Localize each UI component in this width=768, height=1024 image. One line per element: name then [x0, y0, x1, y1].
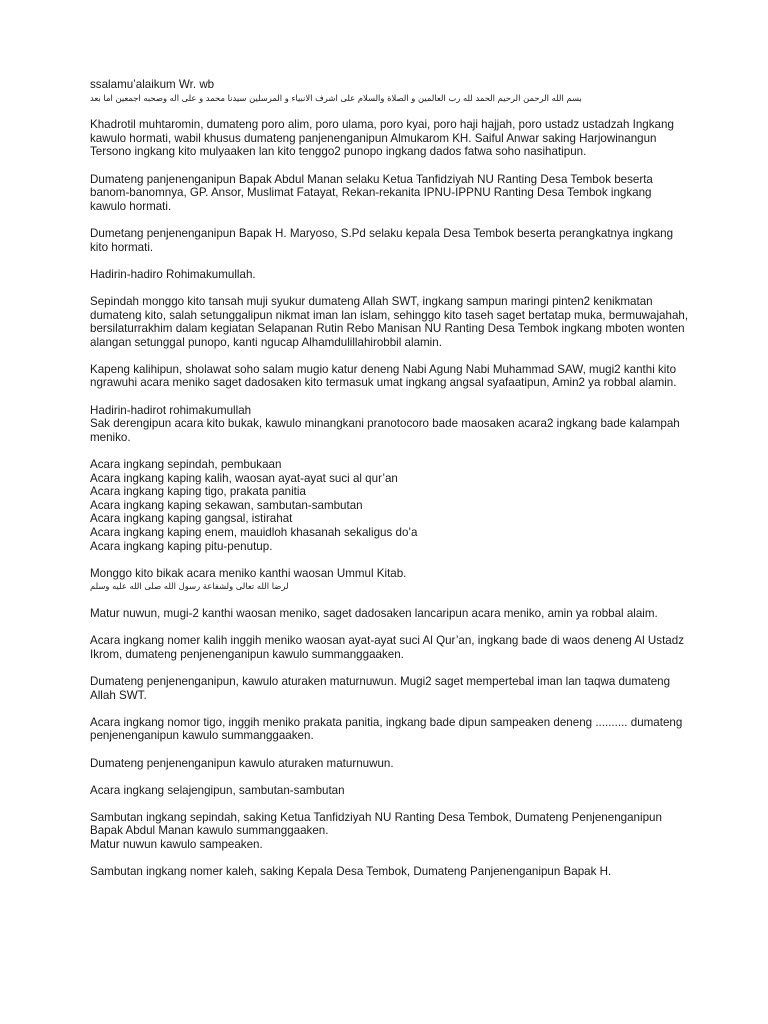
greeting: ssalamu’alaikum Wr. wb — [90, 78, 215, 91]
speech-1-text: Sambutan ingkang sepindah, saking Ketua Tanfidziyah NU Ranting Desa Tembok, Dumateng Penjenenganipun Bapak Abdul Manan kawulo summanggaaken. — [90, 810, 662, 838]
agenda-item: Acara ingkang sepindah, pembukaan — [90, 458, 282, 472]
speech-1-thanks: Matur nuwun kawulo sampeaken. — [90, 838, 263, 852]
paragraph-honorifics: Khadrotil muhtaromin, dumateng poro alim, poro ulama, poro kyai, poro haji hajjah, poro ustadz ustadzah Ingkang kawulo hormati, wabil khusus dumateng panjenenganipun Almukarom KH. Saiful Anwar saking Harjowinangun Tersono ingkang kito mulyaaken lan kito tenggo2 punopo ingkang dados fatwa soho nasihatipun. — [90, 118, 674, 159]
ummul-kitab-text: Monggo kito bikak acara meniko kanthi waosan Ummul Kitab. — [90, 566, 407, 580]
paragraph-village-head: Dumetang penjenenganipun Bapak H. Maryoso, S.Pd selaku kepala Desa Tembok beserta perangkatnya ingkang kito hormati. — [90, 226, 674, 254]
paragraph-speech-1 — [90, 811, 690, 852]
greeting-block — [90, 78, 690, 105]
intro-address: Hadirin-hadirot rohimakumullah — [90, 403, 252, 417]
paragraph-thanks-1: Matur nuwun, mugi-2 kanthi waosan meniko, saget dadosaken lancaripun acara meniko, amin ya robbal alaim. — [90, 606, 658, 620]
paragraph-ummul-kitab — [90, 567, 690, 594]
paragraph-speeches: Acara ingkang selajengipun, sambutan-sambutan — [90, 783, 345, 797]
paragraph-gratitude: Sepindah monggo kito tansah muji syukur dumateng Allah SWT, ingkang sampun maringi pinten2 kenikmatan dumateng kito, salah setunggalipun nikmat iman lan islam, sehinggo kito taseh saget bertatap muka, bermuwajahah, bersilaturrakhim dalam kegiatan Selapanan Rutin Rebo Manisan NU Ranting Desa Tembok ingkang mboten wonten alangan setunggal punopo, kanti ngucap Alhamdulillahirobbil alamin. — [90, 294, 689, 349]
paragraph-sholawat: Kapeng kalihipun, sholawat soho salam mugio katur deneng Nabi Agung Nabi Muhammad SAW, mugi2 kanthi kito ngrawuhi acara meniko saget dadosaken kito termasuk umat ingkang angsal syafaatipun, Amin2 ya robbal alamin. — [90, 362, 677, 390]
intro-text: Sak derengipun acara kito bukak, kawulo minangkani pranotocoro bade maosaken acara2 ingkang bade kalampah meniko. — [90, 417, 680, 444]
paragraph-thanks-2: Dumateng penjenenganipun, kawulo aturaken maturnuwun. Mugi2 saget mempertebal iman lan taqwa dumateng Allah SWT. — [90, 674, 671, 702]
paragraph-nu-chair: Dumateng panjenenganipun Bapak Abdul Manan selaku Ketua Tanfidziyah NU Ranting Desa Tembok beserta banom-banomnya, GP. Ansor, Muslimat Fatayat, Rekan-rekanita IPNU-IPPNU Ranting Desa Tembok ingkang kawulo hormati. — [90, 172, 653, 213]
paragraph-thanks-3: Dumateng penjenenganipun kawulo aturaken maturnuwun. — [90, 756, 394, 770]
paragraph-committee: Acara ingkang nomor tigo, inggih meniko prakata panitia, ingkang bade dipun sampeaken deneng .......... dumateng penjenenganipun kawulo summanggaaken. — [90, 715, 683, 743]
agenda-item: Acara ingkang kaping sekawan, sambutan-sambutan — [90, 498, 363, 512]
paragraph-quran-reading: Acara ingkang nomer kalih inggih meniko waosan ayat-ayat suci Al Qur’an, ingkang bade di waos deneng Al Ustadz Ikrom, dumateng penjenenganipun kawulo summanggaaken. — [90, 634, 684, 661]
agenda-item: Acara ingkang kaping tigo, prakata panitia — [90, 485, 306, 499]
agenda-item: Acara ingkang kaping pitu-penutup. — [90, 539, 273, 553]
opening-arabic: بسم الله الرحمن الرحيم الحمد لله رب العالمين و الصلاة والسلام على اشرف الانبياء و المرسلين سيدنا محمد و على اله وصحبه اجمعين اما بعد — [90, 92, 582, 103]
agenda-item: Acara ingkang kaping enem, mauidloh khasanah sekaligus do’a — [90, 526, 418, 539]
document-body — [90, 78, 690, 892]
agenda-item: Acara ingkang kaping gangsal, istirahat — [90, 512, 293, 526]
paragraph-intro — [90, 404, 690, 445]
ummul-kitab-arabic: لرضا الله تعالى ولشفاعة رسول الله صلى الله عليه وسلم — [90, 581, 289, 592]
agenda-list — [90, 458, 690, 553]
paragraph-address: Hadirin-hadiro Rohimakumullah. — [90, 267, 256, 281]
paragraph-speech-2: Sambutan ingkang nomer kaleh, saking Kepala Desa Tembok, Dumateng Panjenenganipun Bapak H. — [90, 865, 612, 879]
agenda-item: Acara ingkang kaping kalih, waosan ayat-ayat suci al qur’an — [90, 471, 398, 485]
